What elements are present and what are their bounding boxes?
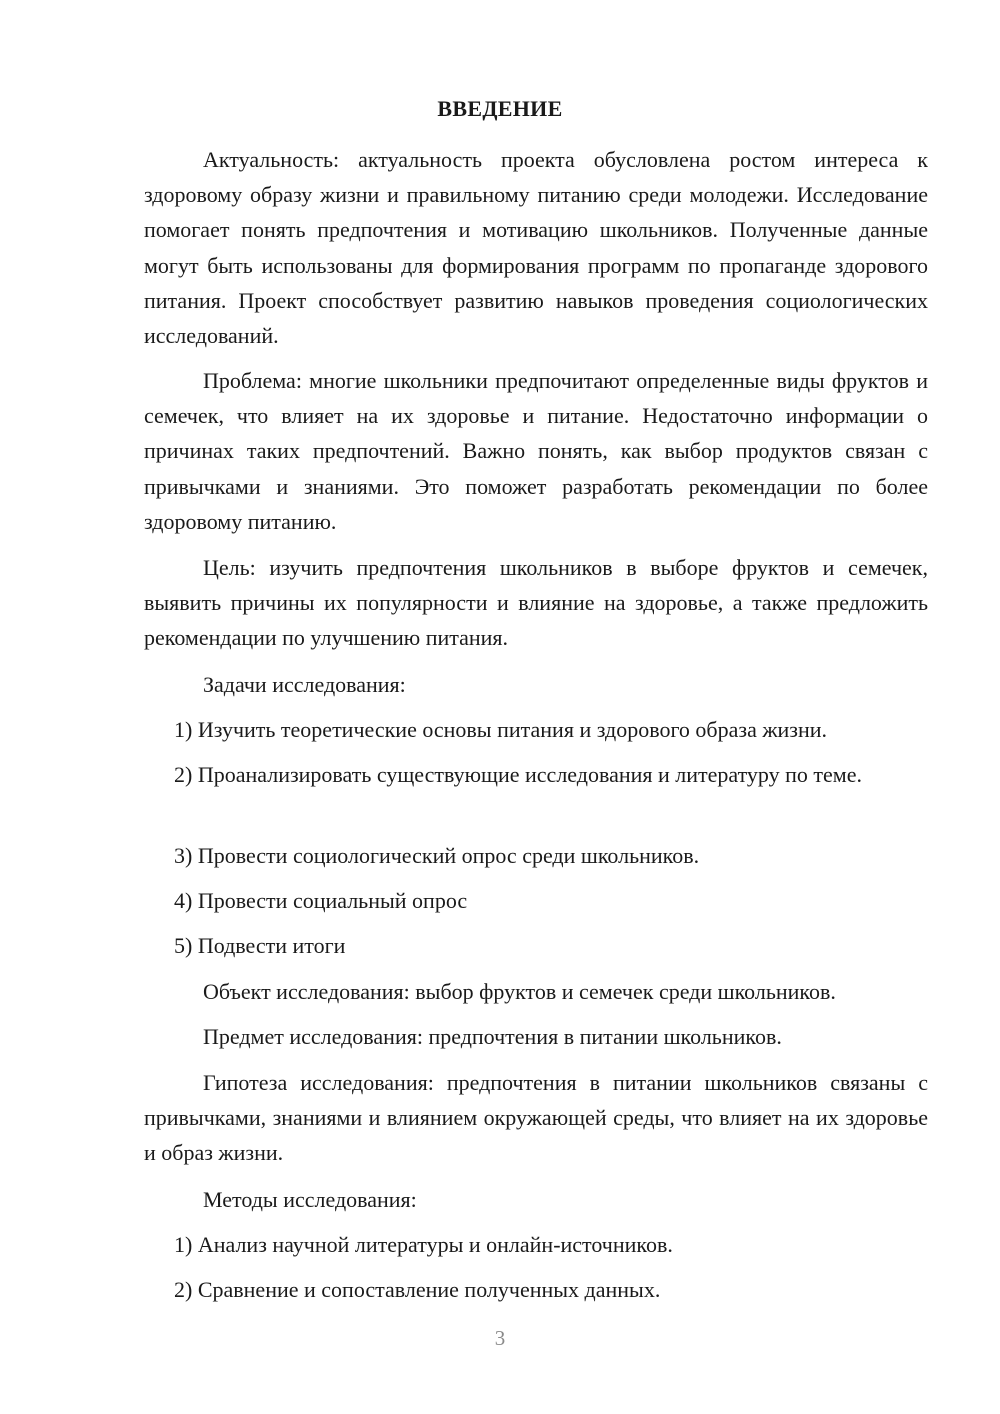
method-item: 2) Сравнение и сопоставление полученных данных. [174,1277,661,1302]
section-title: ВВЕДЕНИЕ [437,96,563,121]
task-item: 5) Подвести итоги [174,933,346,958]
method-item: 1) Анализ научной литературы и онлайн-источников. [174,1232,673,1257]
task-item: 1) Изучить теоретические основы питания и здорового образа жизни. [174,717,828,742]
problem-paragraph: Проблема: многие школьники предпочитают определенные виды фруктов и семечек, что влияет на их здоровье и питание. Недостаточно информации о причинах таких предпочтений. Важно понять, как выбор продуктов связан с привычками и знаниями. Это поможет разработать рекомендации по более здоровому питанию. [144,368,928,534]
object-line: Объект исследования: выбор фруктов и семечек среди школьников. [203,979,836,1004]
tasks-heading: Задачи исследования: [203,672,406,697]
hypothesis-paragraph: Гипотеза исследования: предпочтения в питании школьников связаны с привычками, знаниями и влиянием окружающей среды, что влияет на их здоровье и образ жизни. [144,1070,928,1166]
task-item: 2) Проанализировать существующие исследования и литературу по теме. [174,762,862,787]
task-item: 4) Провести социальный опрос [174,888,468,913]
goal-paragraph: Цель: изучить предпочтения школьников в выборе фруктов и семечек, выявить причины их популярности и влияние на здоровье, а также предложить рекомендации по улучшению питания. [144,555,928,651]
page-number: 3 [494,1326,506,1350]
subject-line: Предмет исследования: предпочтения в питании школьников. [203,1024,782,1049]
actuality-paragraph: Актуальность: актуальность проекта обусловлена ростом интереса к здоровому образу жизни и правильному питанию среди молодежи. Исследование помогает понять предпочтения и мотивацию школьников. Полученные данные могут быть использованы для формирования программ по пропаганде здорового питания. Проект способствует развитию навыков проведения социологических исследований. [144,147,928,349]
task-item: 3) Провести социологический опрос среди школьников. [174,843,700,868]
methods-heading: Методы исследования: [203,1187,417,1212]
